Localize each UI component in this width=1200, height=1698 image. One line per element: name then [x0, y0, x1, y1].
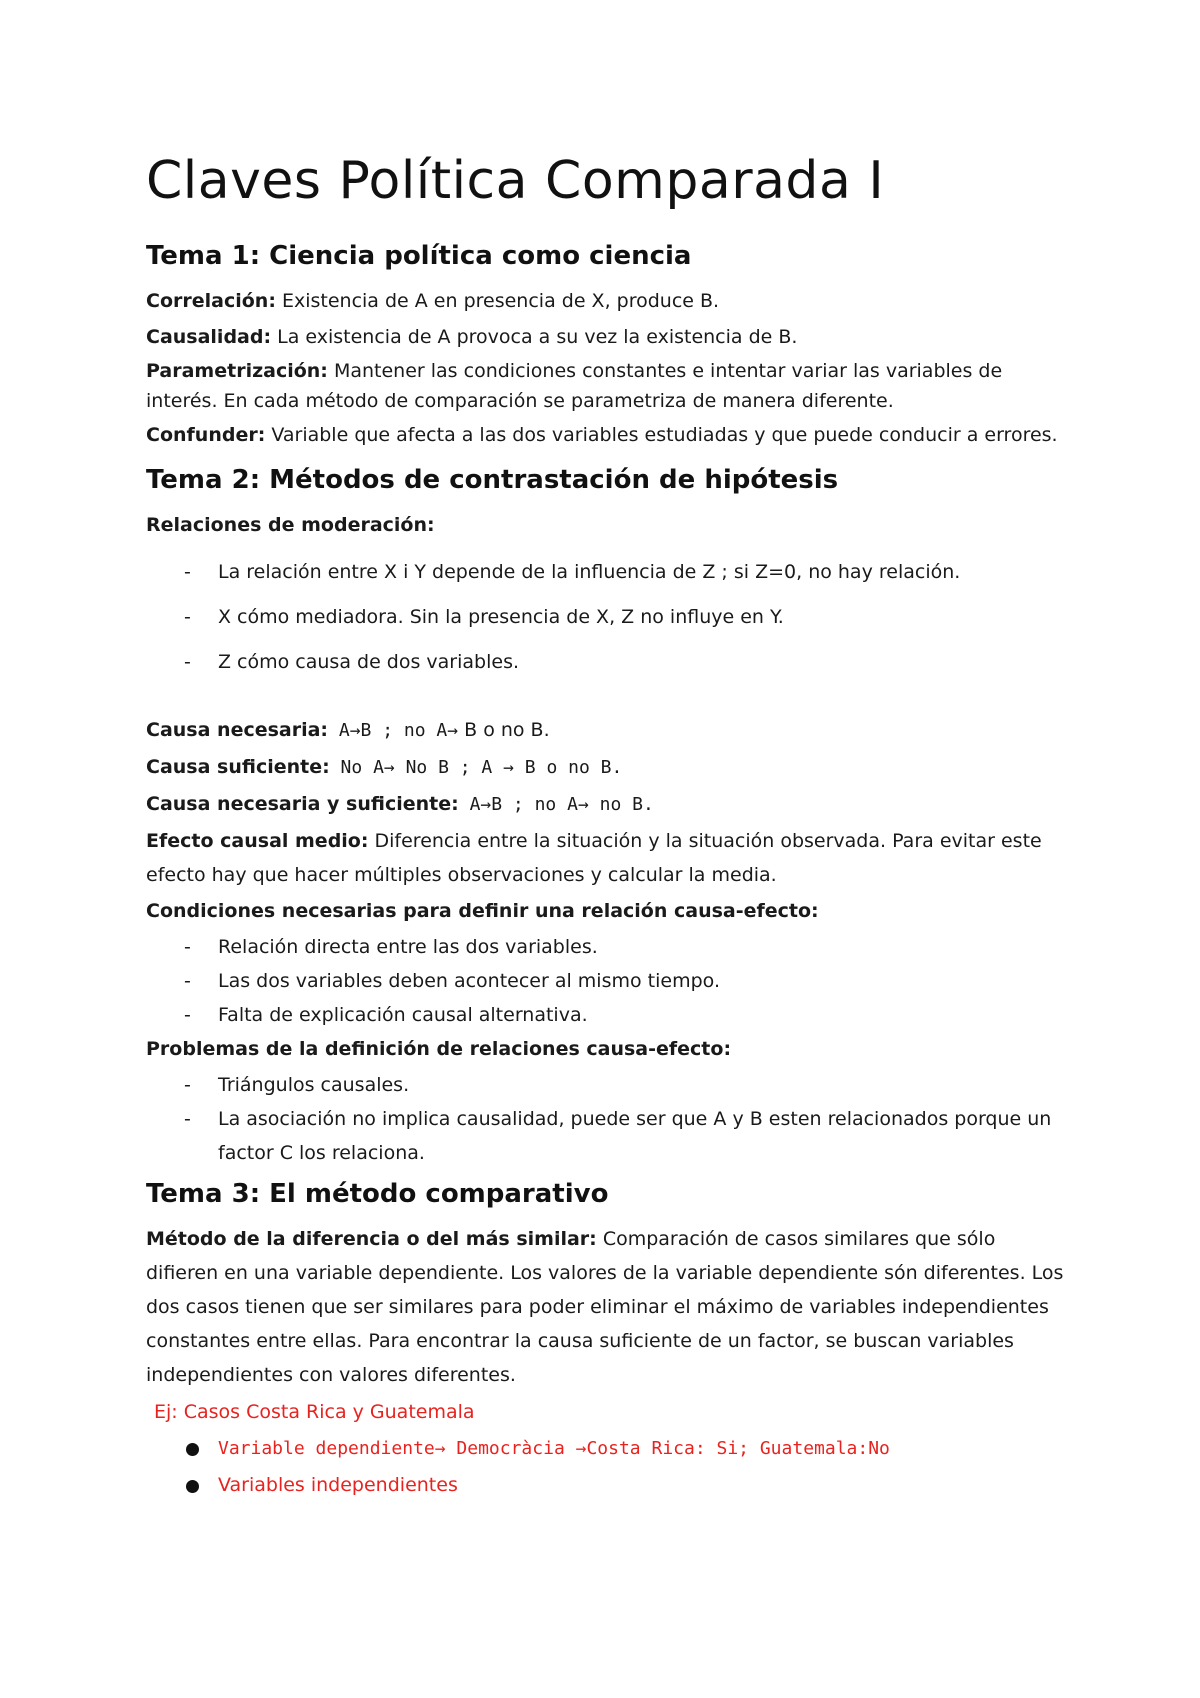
definition-causalidad — [146, 320, 1066, 354]
definition-text: Existencia de A en presencia de X, produce B. — [275, 290, 720, 313]
bullet-icon — [186, 1443, 199, 1456]
causa-suficiente: Causa suficiente: No A→ No B ; A → B o no B. — [146, 755, 623, 778]
causa-necesaria: Causa necesaria: A→B ; no A→ B o no B. — [146, 718, 550, 741]
dash-marker: - — [184, 560, 191, 583]
list-item: Variables independientes — [146, 1467, 1066, 1503]
tema-1-heading: Tema 1: Ciencia política como ciencia — [146, 241, 692, 272]
metodo-diferencia: Método de la diferencia o del más similar: Comparación de casos similares que sólo difieren en una variable dependiente. Los valores de la variable dependiente són diferentes. Los dos casos tienen que ser similares para poder eliminar el máximo de variables independientes constantes entre ellas. Para encontrar la causa suficiente de un factor, se buscan variables independientes con valores diferentes. — [146, 1227, 1064, 1386]
section-tema-1 — [146, 240, 1066, 450]
dash-marker: - — [184, 935, 191, 958]
list-item: - La relación entre X i Y depende de la influencia de Z ; si Z=0, no hay relación. — [146, 550, 1066, 595]
dash-marker: - — [184, 605, 191, 628]
problemas-list — [146, 1068, 1066, 1170]
dash-marker: - — [184, 1073, 191, 1096]
document-title: Claves Política Comparada I — [146, 151, 885, 211]
efecto-causal-medio: Efecto causal medio: Diferencia entre la situación y la situación observada. Para evitar este efecto hay que hacer múltiples observaciones y calcular la media. — [146, 829, 1042, 886]
moderacion-list — [146, 550, 1066, 685]
definition-correlacion — [146, 284, 1066, 318]
list-item: - La asociación no implica causalidad, puede ser que A y B esten relacionados porque un factor C los relaciona. — [146, 1102, 1066, 1170]
causa-necesaria-y-suficiente: Causa necesaria y suficiente: A→B ; no A→ no B. — [146, 792, 654, 815]
example-list — [146, 1430, 1066, 1503]
list-item: - Triángulos causales. — [146, 1068, 1066, 1102]
term: Parametrización: — [146, 360, 328, 383]
section-tema-2 — [146, 464, 1066, 1170]
list-item: - X cómo mediadora. Sin la presencia de X, Z no influye en Y. — [146, 595, 1066, 640]
section-tema-3 — [146, 1178, 1066, 1503]
document-page — [146, 150, 1066, 1509]
tema-3-heading: Tema 3: El método comparativo — [146, 1178, 609, 1209]
dash-marker: - — [184, 650, 191, 673]
definition-confunder — [146, 420, 1066, 450]
definition-text: Mantener las condiciones constantes e intentar variar las variables de interés. En cada método de comparación se parametriza de manera diferente. — [146, 360, 1003, 413]
term: Correlación: — [146, 290, 276, 313]
dash-marker: - — [184, 1107, 191, 1130]
dash-marker: - — [184, 1003, 191, 1026]
list-item: - Falta de explicación causal alternativa. — [146, 998, 1066, 1032]
example-title: Ej: Casos Costa Rica y Guatemala — [154, 1400, 475, 1423]
spacer — [146, 685, 1066, 713]
term: Causalidad: — [146, 326, 272, 349]
definition-text: La existencia de A provoca a su vez la existencia de B. — [271, 326, 798, 349]
list-item: - Z cómo causa de dos variables. — [146, 640, 1066, 685]
list-item: - Relación directa entre las dos variables. — [146, 930, 1066, 964]
definition-parametrizacion — [146, 356, 1066, 416]
condiciones-label: Condiciones necesarias para definir una relación causa-efecto: — [146, 899, 819, 922]
moderacion-label: Relaciones de moderación: — [146, 513, 435, 536]
term: Confunder: — [146, 424, 266, 447]
dash-marker: - — [184, 969, 191, 992]
problemas-label: Problemas de la definición de relaciones causa-efecto: — [146, 1037, 732, 1060]
condiciones-list — [146, 930, 1066, 1032]
list-item: Variable dependiente→ Democràcia →Costa Rica: Si; Guatemala:No — [146, 1430, 1066, 1467]
bullet-icon — [186, 1480, 199, 1493]
list-item: - Las dos variables deben acontecer al mismo tiempo. — [146, 964, 1066, 998]
tema-2-heading: Tema 2: Métodos de contrastación de hipótesis — [146, 465, 839, 496]
definition-text: Variable que afecta a las dos variables estudiadas y que puede conducir a errores. — [265, 424, 1058, 447]
